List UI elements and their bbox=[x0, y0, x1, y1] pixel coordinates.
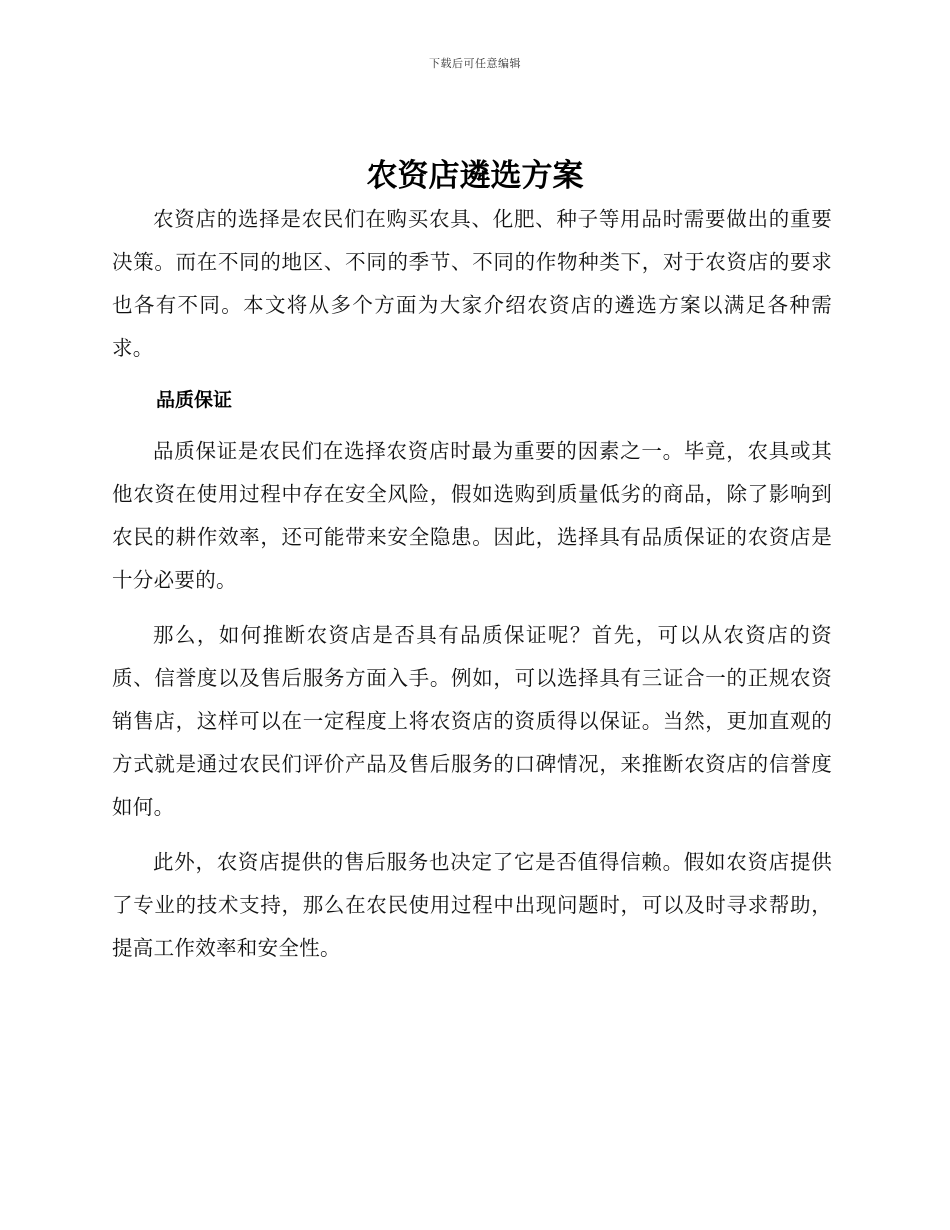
intro-paragraph: 农资店的选择是农民们在购买农具、化肥、种子等用品时需要做出的重要决策。而在不同的地区、不同的季节、不同的作物种类下，对于农资店的要求也各有不同。本文将从多个方面为大家介绍农资店的遴选方案以满足各种需求。 bbox=[112, 207, 832, 360]
document-body bbox=[112, 198, 832, 970]
document-title: 农资店遴选方案 bbox=[366, 158, 584, 194]
quality-paragraph-3: 此外，农资店提供的售后服务也决定了它是否值得信赖。假如农资店提供了专业的技术支持，那么在农民使用过程中出现问题时，可以及时寻求帮助，提高工作效率和安全性。 bbox=[112, 850, 832, 960]
quality-paragraph-2: 那么，如何推断农资店是否具有品质保证呢？首先，可以从农资店的资质、信誉度以及售后服务方面入手。例如，可以选择具有三证合一的正规农资销售店，这样可以在一定程度上将农资店的资质得以保证。当然，更加直观的方式就是通过农民们评价产品及售后服务的口碑情况，来推断农资店的信誉度如何。 bbox=[112, 623, 832, 819]
section-heading-quality: 品质保证 bbox=[156, 389, 233, 411]
header-note: 下载后可任意编辑 bbox=[429, 57, 521, 70]
quality-paragraph-1: 品质保证是农民们在选择农资店时最为重要的因素之一。毕竟，农具或其他农资在使用过程中存在安全风险，假如选购到质量低劣的商品，除了影响到农民的耕作效率，还可能带来安全隐患。因此，选择具有品质保证的农资店是十分必要的。 bbox=[112, 439, 832, 592]
